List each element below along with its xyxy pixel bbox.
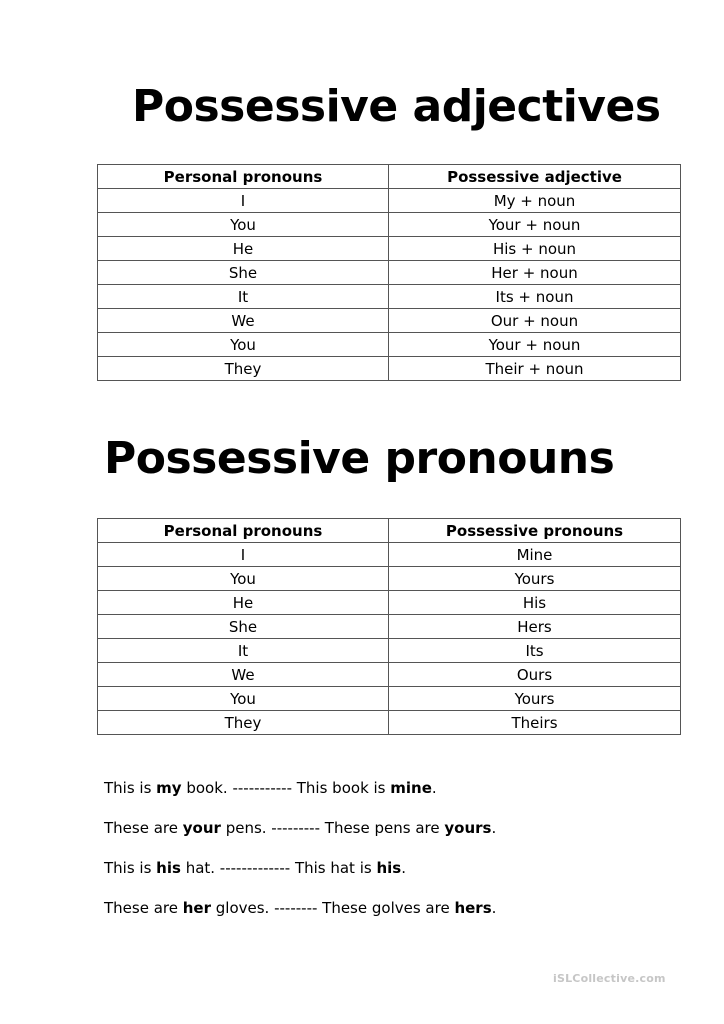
personal-pronoun-cell: He xyxy=(98,237,389,261)
personal-pronoun-cell: You xyxy=(98,213,389,237)
possessive-adjective-cell: Their + noun xyxy=(389,357,681,381)
table-row xyxy=(98,711,681,735)
table-row xyxy=(98,543,681,567)
personal-pronoun-cell: They xyxy=(98,357,389,381)
possessive-pronoun-cell: Hers xyxy=(389,615,681,639)
table-row xyxy=(98,687,681,711)
possessive-adjective-cell: Your + noun xyxy=(389,213,681,237)
column-header: Possessive adjective xyxy=(389,165,681,189)
example-text: This is xyxy=(104,779,157,797)
example-bold-pronoun: yours xyxy=(444,819,492,837)
example-sentence xyxy=(104,816,496,856)
personal-pronoun-cell: I xyxy=(98,543,389,567)
possessive-pronoun-cell: Yours xyxy=(389,567,681,591)
table-row xyxy=(98,189,681,213)
personal-pronoun-cell: It xyxy=(98,639,389,663)
example-sentence xyxy=(104,776,496,816)
example-text: This is xyxy=(104,859,157,877)
example-bold-pronoun: hers xyxy=(454,899,492,917)
personal-pronoun-cell: She xyxy=(98,261,389,285)
example-text: gloves. -------- These golves are xyxy=(211,899,455,917)
table-header-row xyxy=(98,165,681,189)
example-text: . xyxy=(491,819,497,837)
example-sentence xyxy=(104,896,496,936)
example-text: These are xyxy=(104,899,183,917)
table-row xyxy=(98,237,681,261)
table-row xyxy=(98,663,681,687)
personal-pronoun-cell: We xyxy=(98,663,389,687)
personal-pronoun-cell: It xyxy=(98,285,389,309)
possessive-adjective-cell: My + noun xyxy=(389,189,681,213)
column-header: Personal pronouns xyxy=(98,519,389,543)
personal-pronoun-cell: I xyxy=(98,189,389,213)
table-row xyxy=(98,333,681,357)
table-row xyxy=(98,639,681,663)
possessive-pronoun-cell: Its xyxy=(389,639,681,663)
possessive-pronoun-cell: Yours xyxy=(389,687,681,711)
table-header-row xyxy=(98,519,681,543)
personal-pronoun-cell: She xyxy=(98,615,389,639)
possessive-pronoun-cell: Theirs xyxy=(389,711,681,735)
personal-pronoun-cell: He xyxy=(98,591,389,615)
possessive-adjective-cell: Our + noun xyxy=(389,309,681,333)
site-watermark: iSLCollective.com xyxy=(553,972,666,985)
example-text: . xyxy=(431,779,437,797)
example-text: . xyxy=(401,859,406,877)
possessive-pronoun-cell: Mine xyxy=(389,543,681,567)
example-bold-adjective: his xyxy=(156,859,181,877)
table-row xyxy=(98,615,681,639)
example-bold-pronoun: his xyxy=(376,859,402,877)
example-bold-adjective: her xyxy=(182,899,211,917)
possessive-pronoun-cell: His xyxy=(389,591,681,615)
table-row xyxy=(98,261,681,285)
adjectives-title: Possessive adjectives xyxy=(132,81,661,132)
possessive-adjective-cell: Her + noun xyxy=(389,261,681,285)
example-text: . xyxy=(491,899,497,917)
column-header: Possessive pronouns xyxy=(389,519,681,543)
example-sentence xyxy=(104,856,496,896)
example-bold-adjective: my xyxy=(156,779,182,797)
personal-pronoun-cell: We xyxy=(98,309,389,333)
table-row xyxy=(98,309,681,333)
example-text: pens. --------- These pens are xyxy=(220,819,445,837)
possessive-adjective-cell: Its + noun xyxy=(389,285,681,309)
example-sentences xyxy=(104,776,496,936)
possessive-adjectives-table xyxy=(97,164,681,381)
table-row xyxy=(98,591,681,615)
table-row xyxy=(98,285,681,309)
possessive-pronouns-table xyxy=(97,518,681,735)
example-text: hat. ------------- This hat is xyxy=(180,859,377,877)
personal-pronoun-cell: You xyxy=(98,687,389,711)
example-text: These are xyxy=(104,819,183,837)
table-row xyxy=(98,357,681,381)
possessive-pronoun-cell: Ours xyxy=(389,663,681,687)
example-bold-pronoun: mine xyxy=(390,779,432,797)
example-bold-adjective: your xyxy=(182,819,221,837)
table-row xyxy=(98,213,681,237)
column-header: Personal pronouns xyxy=(98,165,389,189)
possessive-adjective-cell: His + noun xyxy=(389,237,681,261)
possessive-adjective-cell: Your + noun xyxy=(389,333,681,357)
pronouns-title: Possessive pronouns xyxy=(104,433,615,484)
example-text: book. ----------- This book is xyxy=(181,779,391,797)
table-row xyxy=(98,567,681,591)
personal-pronoun-cell: You xyxy=(98,333,389,357)
personal-pronoun-cell: They xyxy=(98,711,389,735)
personal-pronoun-cell: You xyxy=(98,567,389,591)
